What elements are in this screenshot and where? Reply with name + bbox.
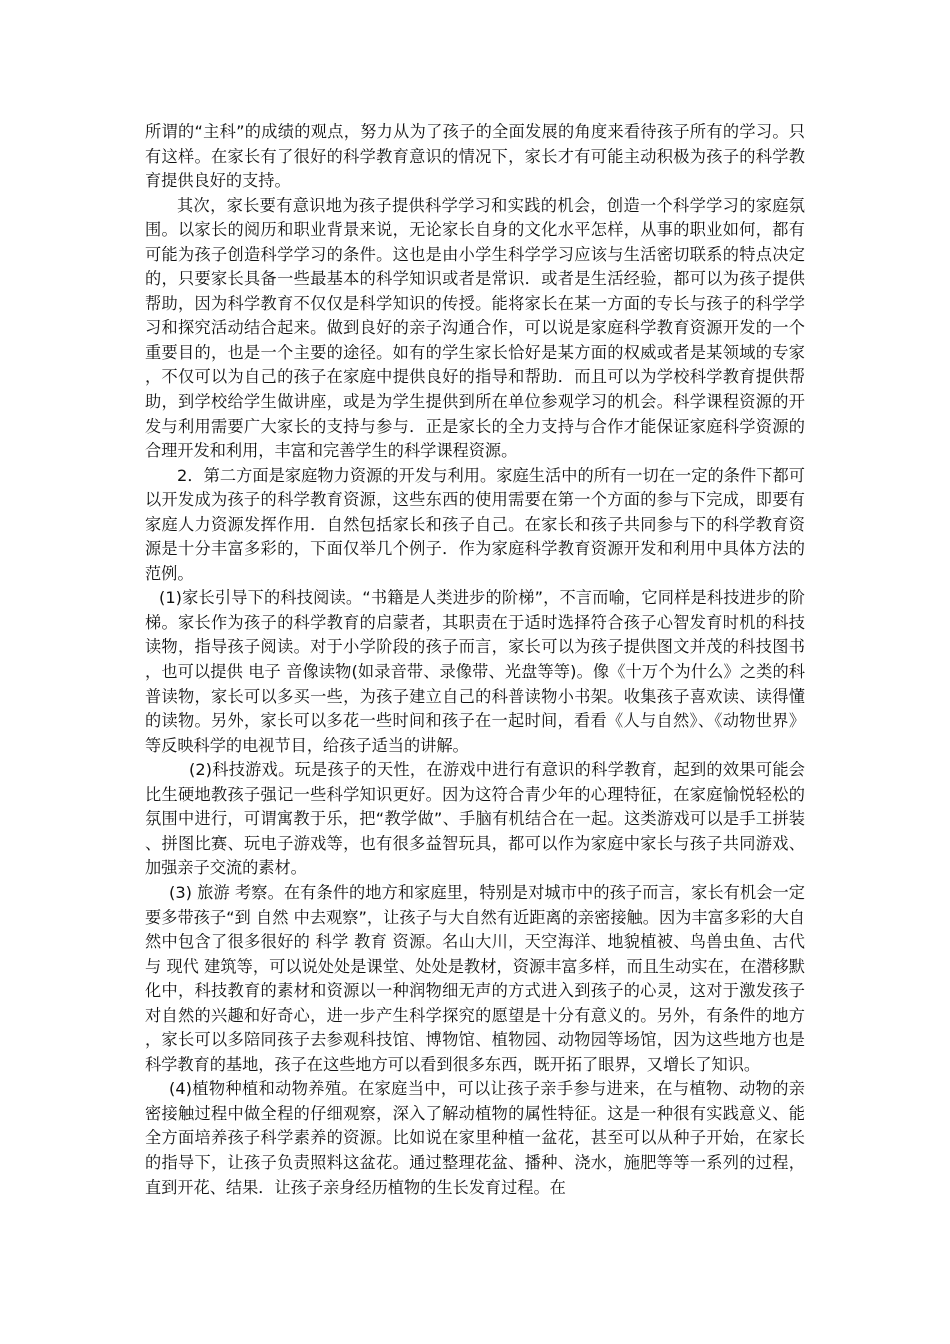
paragraph-item-2: (2)科技游戏。玩是孩子的天性，在游戏中进行有意识的科学教育，起到的效果可能会比生硬地教孩子强记一些科学知识更好。因为这符合青少年的心理特征，在家庭愉悦轻松的氛围中进行，可谓寓教于乐，把“教学做”、手脑有机结合在一起。这类游戏可以是手工拼装、拼图比赛、玩电子游戏等，也有很多益智玩具，都可以作为家庭中家长与孩子共同游戏、加强亲子交流的素材。 (145, 760, 805, 878)
document-body (145, 120, 805, 1200)
paragraph-item-4: (4)植物种植和动物养殖。在家庭当中，可以让孩子亲手参与进来，在与植物、动物的亲密接触过程中做全程的仔细观察，深入了解动植物的属性特征。这是一种很有实践意义、能全方面培养孩子科学素养的资源。比如说在家里种植一盆花，甚至可以从种子开始，在家长的指导下，让孩子负责照料这盆花。通过整理花盆、播种、浇水，施肥等等一系列的过程，直到开花、结果．让孩子亲身经历植物的生长发育过程。在 (145, 1079, 805, 1197)
paragraph-item-1: (1)家长引导下的科技阅读。“书籍是人类进步的阶梯”，不言而喻，它同样是科技进步的阶梯。家长作为孩子的科学教育的启蒙者，其职责在于适时选择符合孩子心智发育时机的科技读物，指导孩子阅读。对于小学阶段的孩子而言，家长可以为孩子提供图文并茂的科技图书，也可以提供 电子 音像读物(如录音带、录像带、光盘等等)。像《十万个为什么》之类的科普读物，家长可以多买一些，为孩子建立自己的科普读物小书架。收集孩子喜欢读、读得懂的读物。另外，家长可以多花一些时间和孩子在一起时间，看看《人与自然》、《动物世界》等反映科学的电视节目，给孩子适当的讲解。 (145, 588, 805, 755)
paragraph-section-2: 2．第二方面是家庭物力资源的开发与利用。家庭生活中的所有一切在一定的条件下都可以开发成为孩子的科学教育资源，这些东西的使用需要在第一个方面的参与下完成，即要有家庭人力资源发挥作用．自然包括家长和孩子自己。在家长和孩子共同参与下的科学教育资源是十分丰富多彩的，下面仅举几个例子．作为家庭科学教育资源开发和利用中具体方法的范例。 (145, 465, 805, 583)
paragraph-secondly: 其次，家长要有意识地为孩子提供科学学习和实践的机会，创造一个科学学习的家庭氛围。以家长的阅历和职业背景来说，无论家长自身的文化水平怎样，从事的职业如何，都有可能为孩子创造科学学习的条件。这也是由小学生科学学习应该与生活密切联系的特点决定的，只要家长具备一些最基本的科学知识或者是常识．或者是生活经验，都可以为孩子提供帮助，因为科学教育不仅仅是科学知识的传授。能将家长在某一方面的专长与孩子的科学学习和探究活动结合起来。做到良好的亲子沟通合作，可以说是家庭科学教育资源开发的一个重要目的，也是一个主要的途径。如有的学生家长恰好是某方面的权威或者是某领域的专家，不仅可以为自己的孩子在家庭中提供良好的指导和帮助．而且可以为学校科学教育提供帮助，到学校给学生做讲座，或是为学生提供到所在单位参观学习的机会。科学课程资源的开发与利用需要广大家长的支持与参与．正是家长的全力支持与合作才能保证家庭科学资源的合理开发和利用，丰富和完善学生的科学课程资源。 (145, 195, 805, 461)
paragraph-item-3: (3) 旅游 考察。在有条件的地方和家庭里，特别是对城市中的孩子而言，家长有机会一定要多带孩子“到 自然 中去观察”，让孩子与大自然有近距离的亲密接触。因为丰富多彩的大自然中包含了很多很好的 科学 教育 资源。名山大川，天空海洋、地貌植被、鸟兽虫鱼、古代与 现代 建筑等，可以说处处是课堂、处处是教材，资源丰富多样，而且生动实在，在潜移默化中，科技教育的素材和资源以一种润物细无声的方式进入到孩子的心灵，这对于激发孩子对自然的兴趣和好奇心，进一步产生科学探究的愿望是十分有意义的。另外，有条件的地方，家长可以多陪同孩子去参观科技馆、博物馆、植物园、动物园等场馆，因为这些地方也是科学教育的基地，孩子在这些地方可以看到很多东西，既开拓了眼界，又增长了知识。 (145, 882, 805, 1074)
paragraph-continuation: 所谓的“主科”的成绩的观点，努力从为了孩子的全面发展的角度来看待孩子所有的学习。只有这样。在家长有了很好的科学教育意识的情况下，家长才有可能主动积极为孩子的科学教育提供良好的支持。 (145, 122, 805, 191)
